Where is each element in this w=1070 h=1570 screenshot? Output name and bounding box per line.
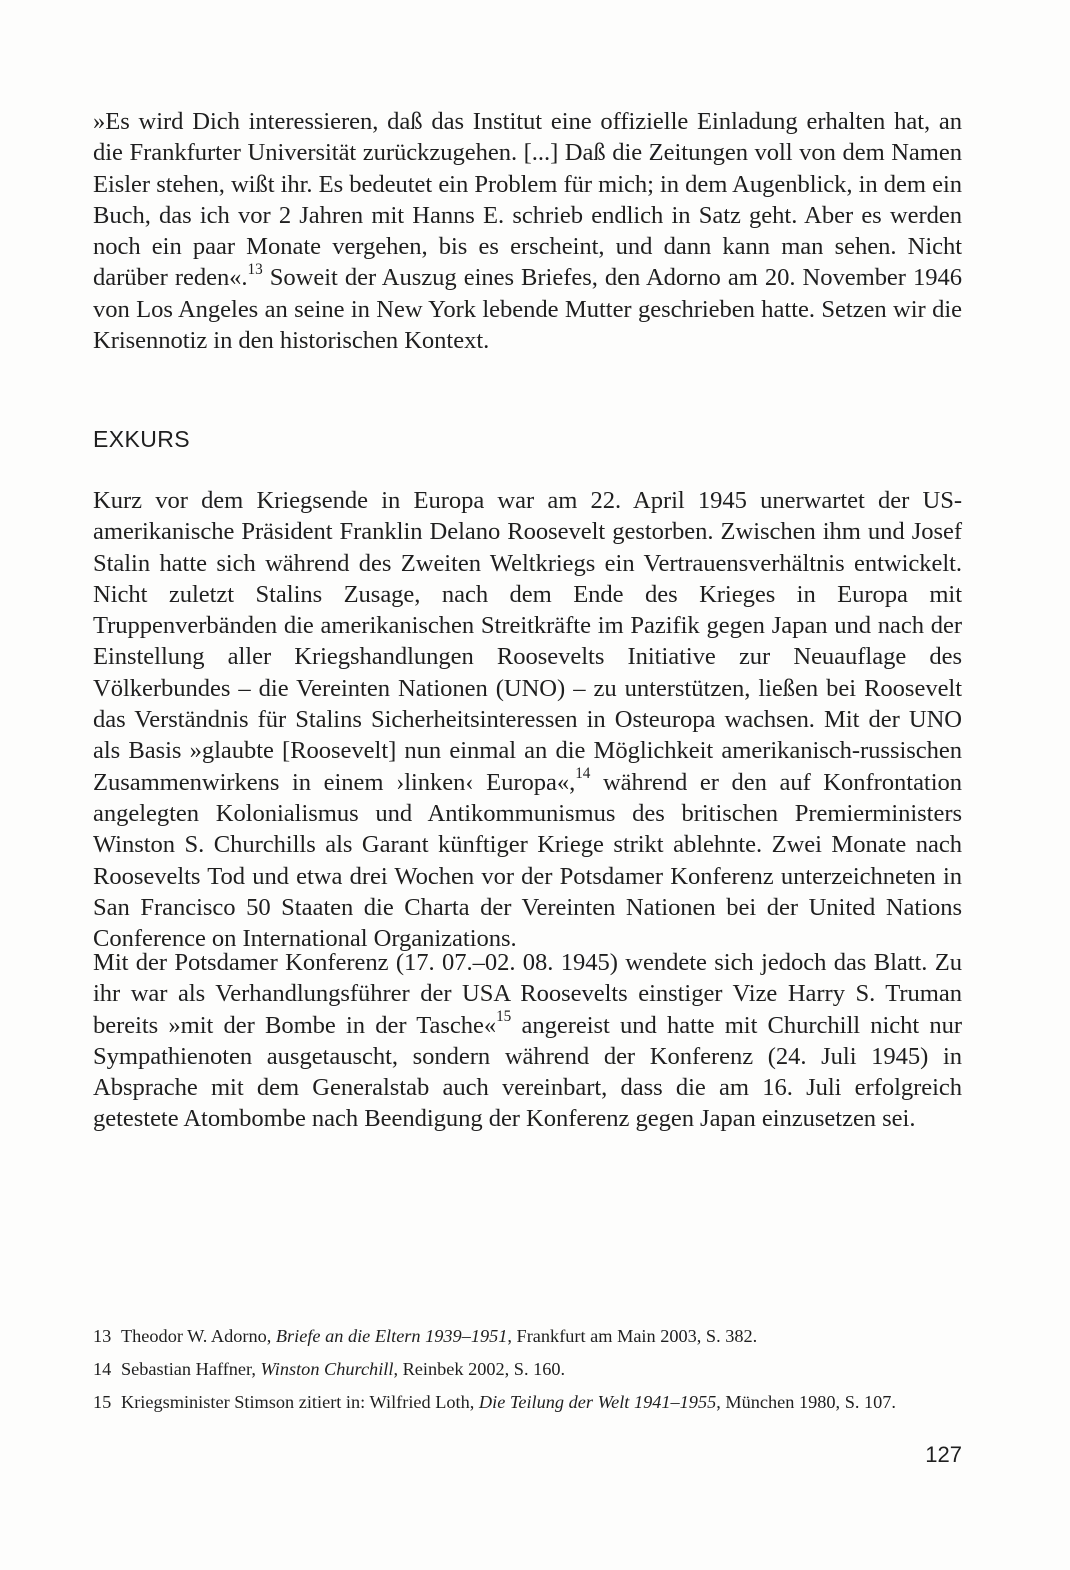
exkurs-paragraph-1 (93, 485, 962, 954)
footnotes (93, 1322, 962, 1421)
footnote-text: , München 1980, S. 107. (716, 1392, 896, 1412)
exkurs-para-2-part-1: Mit der Potsdamer Konferenz (17. 07.–02. 08. 1945) wendete sich jedoch das Blatt. Zu ihr war als Verhandlungsführer der USA Roosevelts einstiger Vize Harry S. Truman bereits »mit der Bombe in der Tasche« (93, 949, 962, 1039)
footnote-13 (93, 1322, 962, 1351)
footnote-text: , Reinbek 2002, S. 160. (393, 1359, 566, 1379)
footnote-text: Kriegsminister Stimson zitiert in: Wilfried Loth, (121, 1392, 479, 1412)
footnote-ref-15: 15 (496, 1008, 512, 1026)
footnote-ref-14: 14 (575, 765, 591, 783)
footnote-ref-13: 13 (247, 261, 263, 279)
exkurs-paragraph-2 (93, 947, 962, 1135)
footnote-book-title: Die Teilung der Welt 1941–1955 (478, 1392, 717, 1412)
intro-paragraph (93, 106, 962, 356)
exkurs-para-2-part-2: angereist und hatte mit Churchill nicht nur Sympathienoten ausgetauscht, sondern während der Konferenz (24. Juli 1945) in Absprache mit dem Generalstab auch vereinbart, dass die am 16. Juli erfolgreich getestete Atombombe nach Beendigung der Konferenz gegen Japan einzusetzen sei. (93, 1011, 962, 1133)
footnote-book-title: Winston Churchill (260, 1359, 394, 1379)
exkurs-para-1-part-2: während er den auf Konfrontation angelegten Kolonialismus und Antikommunismus des britischen Premierministers Winston S. Churchills als Garant künftiger Kriege strikt ablehnte. Zwei Monate nach Roosevelts Tod und etwa drei Wochen vor der Potsdamer Konferenz unterzeichneten in San Francisco 50 Staaten die Charta der Vereinten Nationen bei der United Nations Conference on International Organizations. (93, 768, 962, 953)
footnote-text: Sebastian Haffner, (121, 1359, 261, 1379)
page-number: 127 (925, 1442, 962, 1467)
footnote-number: 15 (93, 1392, 112, 1412)
footnote-15 (93, 1388, 962, 1417)
footnote-number: 13 (93, 1326, 112, 1346)
footnote-text: , Frankfurt am Main 2003, S. 382. (507, 1326, 758, 1346)
footnote-text: Theodor W. Adorno, (121, 1326, 276, 1346)
intro-text-part-2: Soweit der Auszug eines Briefes, den Adorno am 20. November 1946 von Los Angeles an seine in New York lebende Mutter geschrieben hatte. Setzen wir die Krisennotiz in den historischen Kontext. (93, 264, 962, 355)
exkurs-para-1-part-1: Kurz vor dem Kriegsende in Europa war am 22. April 1945 unerwartet der US-amerikanische Präsident Franklin Delano Roosevelt gestorben. Zwischen ihm und Josef Stalin hatte sich während des Zweiten Weltkriegs ein Vertrauensverhältnis entwickelt. Nicht zuletzt Stalins Zusage, nach dem Ende des Krieges in Europa mit Truppenverbänden die amerikanischen Streitkräfte im Pazifik gegen Japan und nach der Einstellung aller Kriegshandlungen Roosevelts Initiative zur Neuauflage des Völkerbundes – die Vereinten Nationen (UNO) – zu unterstützen, ließen bei Roosevelt das Verständnis für Stalins Sicherheitsinteressen in Osteuropa wachsen. Mit der UNO als Basis »glaubte [Roosevelt] nun einmal an die Möglichkeit amerikanisch-russischen Zusammenwirkens in einem ›linken‹ Europa«, (93, 487, 962, 796)
footnote-14 (93, 1355, 962, 1384)
footnote-book-title: Briefe an die Eltern 1939–1951 (275, 1326, 508, 1346)
intro-text-part-1: »Es wird Dich interessieren, daß das Institut eine offizielle Einladung erhalten hat, an die Frankfurter Universität zurückzugehen. [...] Daß die Zeitungen voll von dem Namen Eisler stehen, wißt ihr. Es bedeutet ein Problem für mich; in dem Augenblick, in dem ein Buch, das ich vor 2 Jahren mit Hanns E. schrieb endlich in Satz geht. Aber es werden noch ein paar Monate vergehen, bis es erscheint, und dann kann man sehen. Nicht darüber reden«. (93, 108, 962, 292)
footnote-number: 14 (93, 1359, 112, 1379)
section-heading: EXKURS (93, 426, 190, 452)
